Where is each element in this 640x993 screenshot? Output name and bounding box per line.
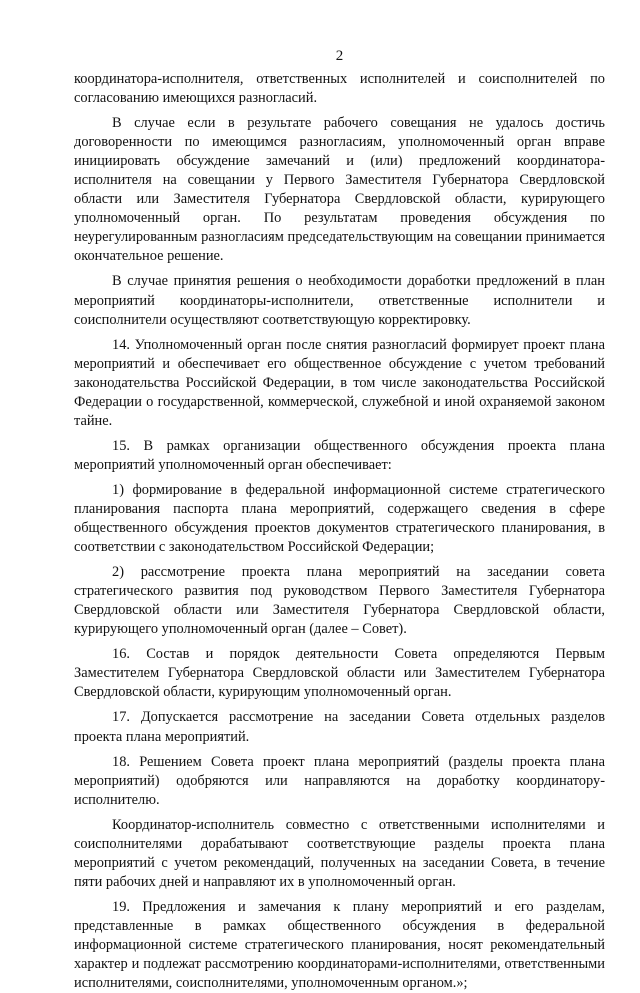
paragraph: 19. Предложения и замечания к плану мероприятий и его разделам, представленные в рамках общественного обсуждения в федеральной информационной системе стратегического планирования, носят рекомендательный характер и подлежат рассмотрению координаторами-исполнителями, ответственными исполнителями, соисполнителями, уполномоченным органом.»;	[74, 898, 605, 992]
paragraph: 14. Уполномоченный орган после снятия разногласий формирует проект плана мероприятий и обеспечивает его общественное обсуждение с учетом требований законодательства Российской Федерации, в том числе законодательства Российской Федерации о государственной, коммерческой, служебной и иной охраняемой законом тайне.	[74, 336, 605, 429]
paragraph: Координатор-исполнитель совместно с ответственными исполнителями и соисполнителями дорабатывают соответствующие разделы проекта плана мероприятий с учетом рекомендаций, полученных на заседании Совета, в течение пяти рабочих дней и направляют их в уполномоченный орган.	[74, 816, 605, 890]
document-body	[74, 70, 605, 993]
paragraph: 17. Допускается рассмотрение на заседании Совета отдельных разделов проекта плана мероприятий.	[74, 709, 605, 745]
paragraph: 2) рассмотрение проекта плана мероприятий на заседании совета стратегического развития под руководством Первого Заместителя Губернатора Свердловской области или Заместителя Губернатора Свердловской области, курирующего уполномоченный орган (далее – Совет).	[74, 564, 605, 638]
paragraph: 1) формирование в федеральной информационной системе стратегического планирования паспорта плана мероприятий, содержащего сведения в сфере общественного обсуждения проектов документов стратегического планирования, в соответствии с законодательством Российской Федерации;	[74, 481, 605, 556]
paragraph: В случае принятия решения о необходимости доработки предложений в план мероприятий координаторы-исполнители, ответственные исполнители и соисполнители осуществляют соответствующую корректировку.	[74, 273, 605, 328]
paragraph: 15. В рамках организации общественного обсуждения проекта плана мероприятий уполномоченный орган обеспечивает:	[74, 437, 605, 473]
paragraph: координатора-исполнителя, ответственных исполнителей и соисполнителей по согласованию имеющихся разногласий.	[74, 71, 605, 107]
paragraph: 16. Состав и порядок деятельности Совета определяются Первым Заместителем Губернатора Свердловской области или Заместителем Губернатора Свердловской области, курирующим уполномоченный орган.	[74, 646, 605, 701]
page-number: 2	[335, 48, 344, 64]
paragraph: 18. Решением Совета проект плана мероприятий (разделы проекта плана мероприятий) одобряются или направляются на доработку координатору-исполнителю.	[74, 753, 605, 808]
paragraph: В случае если в результате рабочего совещания не удалось достичь договоренности по имеющимся разногласиям, уполномоченный орган вправе инициировать обсуждение замечаний и (или) предложений координатора-исполнителя на совещании у Первого Заместителя Губернатора Свердловской области или Заместителя Губернатора Свердловской области, курирующего уполномоченный орган. По результатам проведения обсуждения по неурегулированным разногласиям председательствующим на совещании принимается окончательное решение.	[74, 115, 605, 265]
